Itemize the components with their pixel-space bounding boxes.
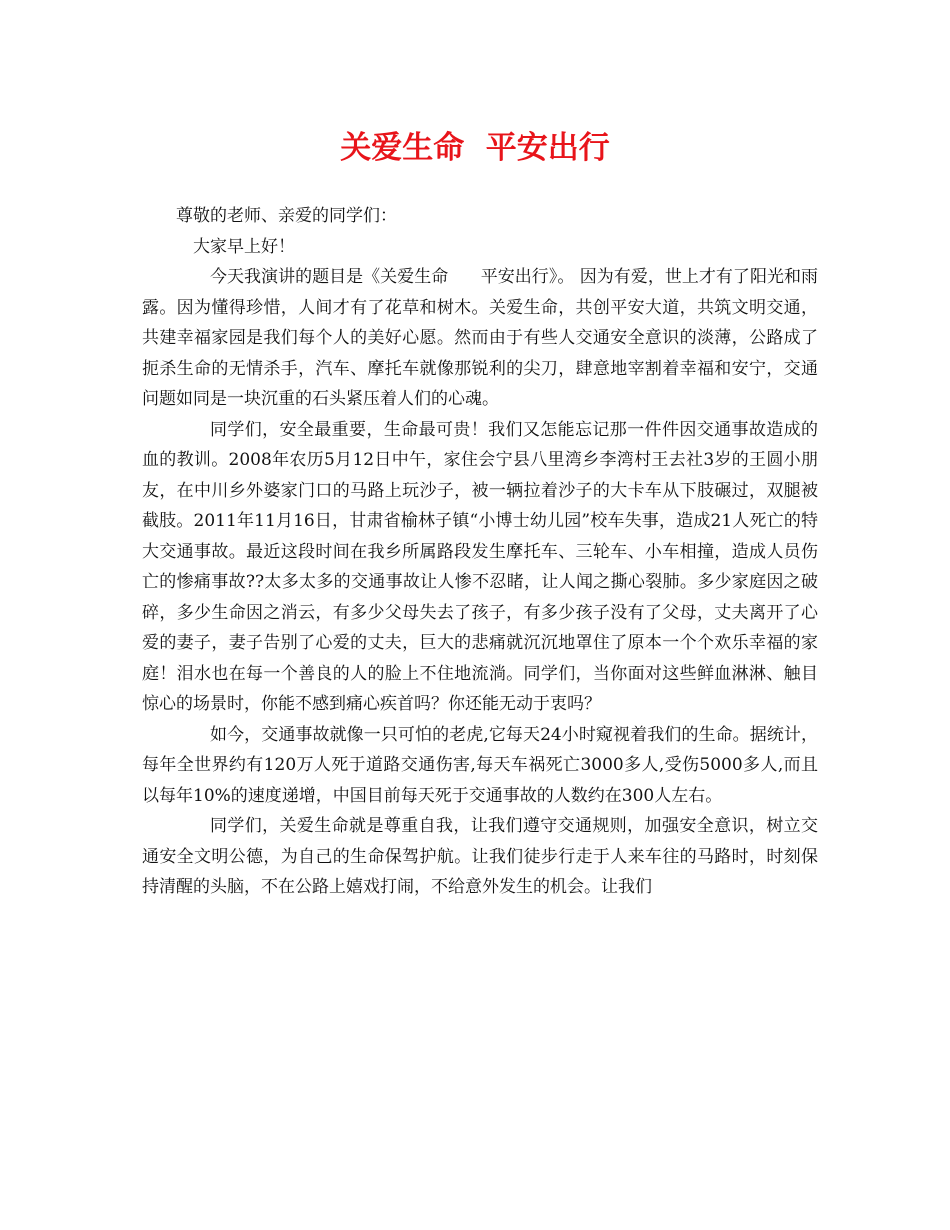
paragraph-text: 同学们，安全最重要，生命最可贵！我们又怎能忘记那一件件因交通事故造成的血的教训。2008年农历5月12日中午，家住会宁县八里湾乡李湾村王去社3岁的王圆小朋友，在中川乡外婆家门口的马路上玩沙子，被一辆拉着沙子的大卡车从下肢碾过，双腿被截肢。2011年11月16日，甘肃省榆林子镇“小博士幼儿园”校车失事，造成21人死亡的特大交通事故。最近这段时间在我乡所属路段发生摩托车、三轮车、小车相撞，造成人员伤亡的惨痛事故??太多太多的交通事故让人惨不忍睹，让人闻之撕心裂肺。多少家庭因之破碎，多少生命因之消云，有多少父母失去了孩子，有多少孩子没有了父母，丈夫离开了心爱的妻子，妻子告别了心爱的丈夫，巨大的悲痛就沉沉地罩住了原本一个个欢乐幸福的家庭！泪水也在每一个善良的人的脸上不住地流淌。同学们，当你面对这些鲜血淋淋、触目惊心的场景时，你能不感到痛心疾首吗？你还能无动于衷吗？: [142, 419, 818, 714]
greeting-text: 大家早上好！: [193, 236, 295, 257]
document-body: [142, 201, 818, 903]
paragraph: [142, 415, 818, 720]
paragraph: [142, 811, 818, 903]
document-title: 关爱生命 平安出行: [340, 130, 610, 166]
paragraph-text: 今天我演讲的题目是《关爱生命 平安出行》。 因为有爱，世上才有了阳光和雨露。因为懂得珍惜，人间才有了花草和树木。关爱生命，共创平安大道，共筑文明交通，共建幸福家园是我们每个人的美好心愿。然而由于有些人交通安全意识的淡薄，公路成了扼杀生命的无情杀手，汽车、摩托车就像那锐利的尖刀，肆意地宰割着幸福和安宁，交通问题如同是一块沉重的石头紧压着人们的心魂。: [142, 267, 818, 409]
greeting-line: [142, 232, 818, 263]
paragraph-text: 同学们，关爱生命就是尊重自我，让我们遵守交通规则，加强安全意识，树立交通安全文明公德，为自己的生命保驾护航。让我们徒步行走于人来车往的马路时，时刻保持清醒的头脑，不在公路上嬉戏打闹，不给意外发生的机会。让我们: [142, 816, 818, 897]
paragraph: [142, 720, 818, 812]
paragraph: [142, 262, 818, 415]
paragraph-text: 如今，交通事故就像一只可怕的老虎,它每天24小时窥视着我们的生命。据统计，每年全世界约有120万人死于道路交通伤害,每天车祸死亡3000多人,受伤5000多人,而且以每年10%的速度递增，中国目前每天死于交通事故的人数约在300人左右。: [142, 724, 818, 806]
salutation-line: [142, 201, 818, 232]
salutation-text: 尊敬的老师、亲爱的同学们：: [176, 206, 397, 226]
